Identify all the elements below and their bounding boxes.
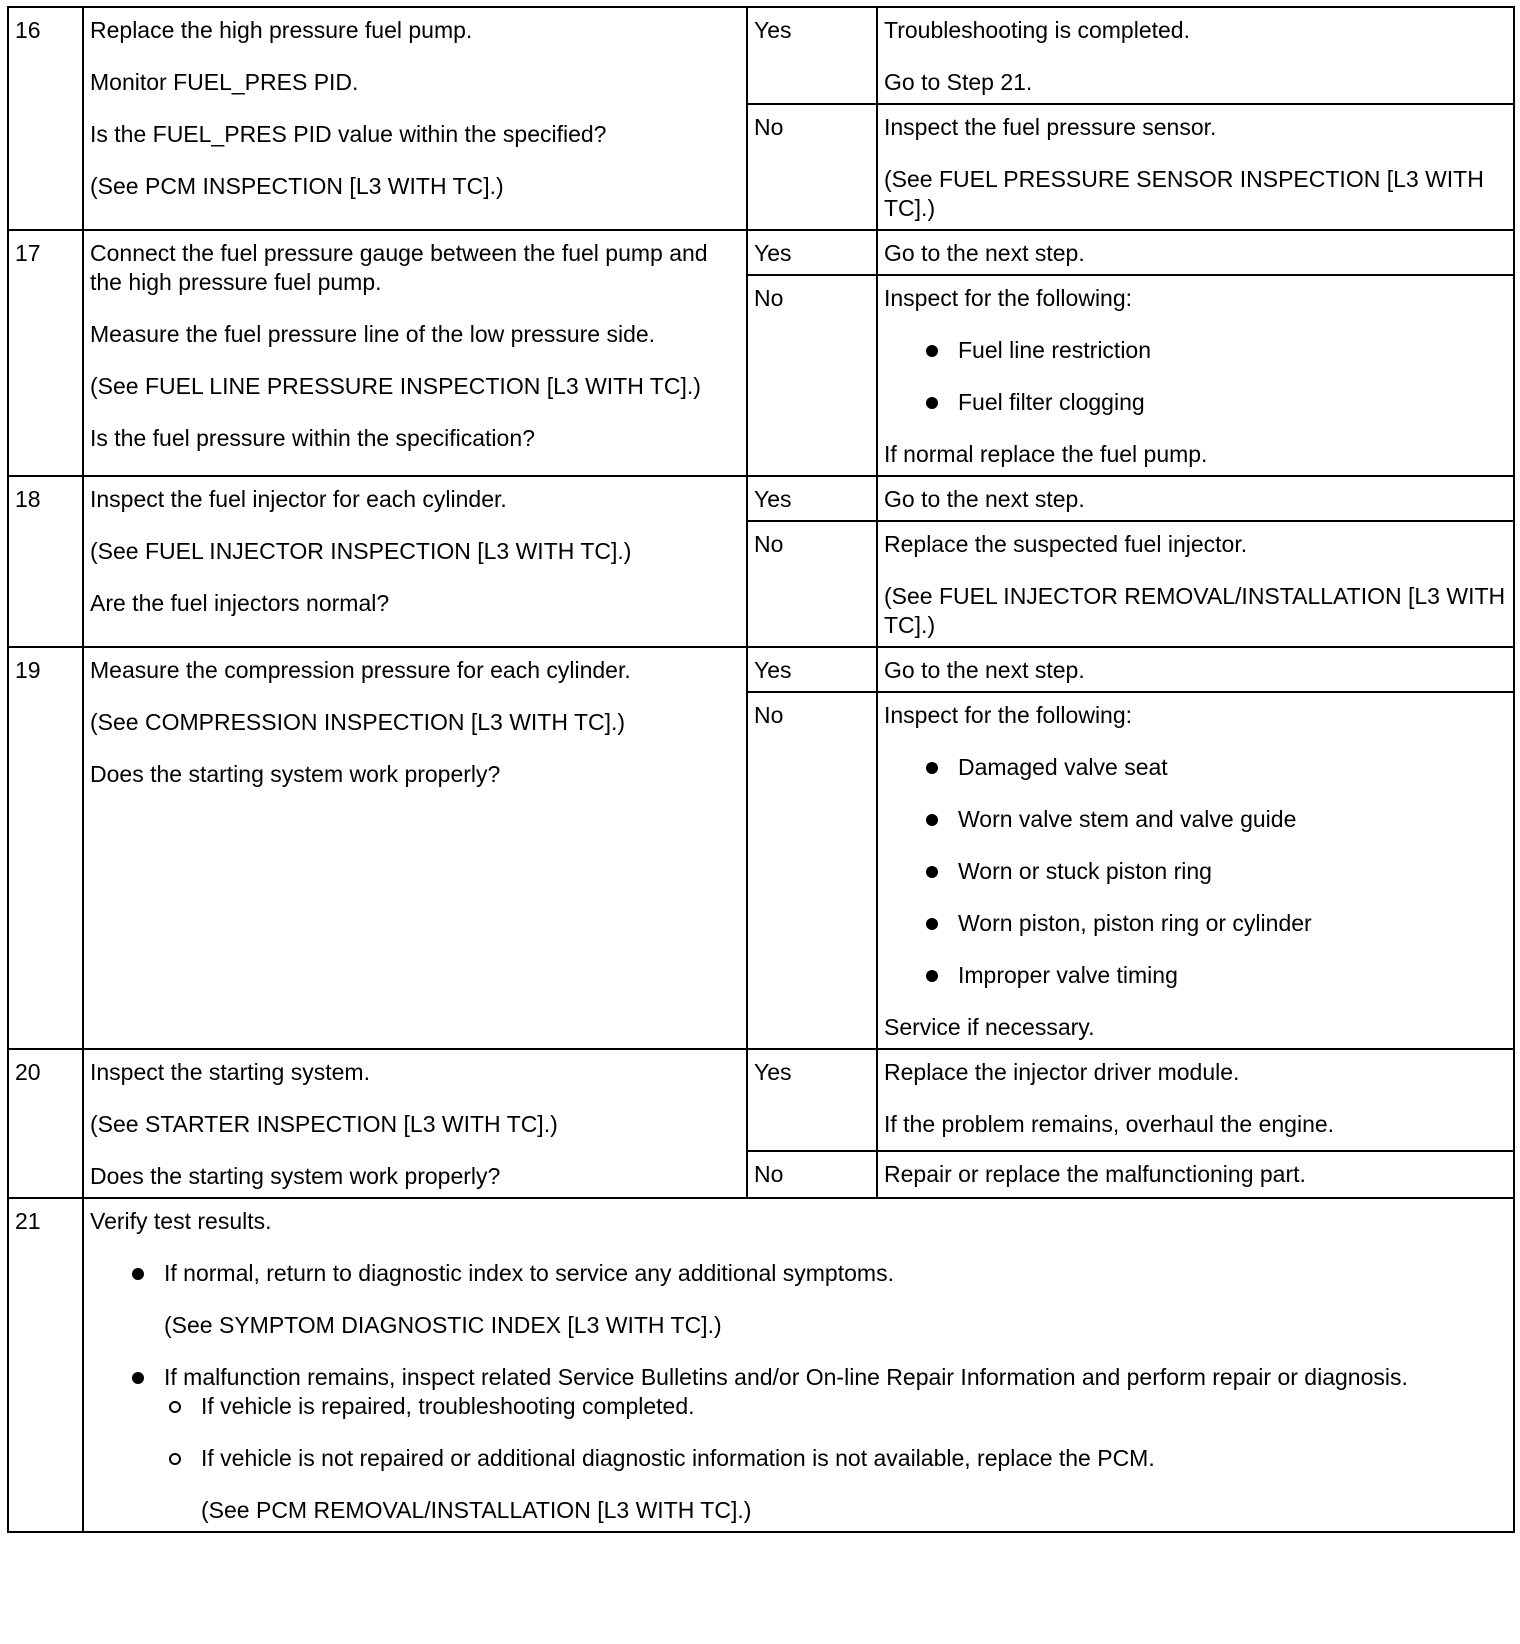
result-text: Inspect the fuel pressure sensor. — [884, 114, 1217, 140]
action-reference: (See FUEL INJECTOR INSPECTION [L3 WITH TC].) — [90, 538, 632, 564]
yes-result — [877, 476, 1514, 521]
yes-label: Yes — [747, 7, 877, 104]
step-number: 19 — [8, 647, 83, 1049]
no-label: No — [747, 104, 877, 230]
sub-list-item — [165, 1392, 1507, 1421]
step-action — [83, 647, 747, 1049]
yes-label: Yes — [747, 1049, 877, 1151]
step-number: 21 — [8, 1198, 83, 1532]
no-label: No — [747, 521, 877, 647]
result-text: Inspect for the following: — [884, 285, 1133, 311]
list-item: Damaged valve seat — [922, 753, 1507, 782]
yes-result — [877, 1049, 1514, 1151]
result-text: Go to the next step. — [884, 486, 1085, 512]
no-result — [877, 1151, 1514, 1198]
action-text: Inspect the fuel injector for each cylinder. — [90, 486, 507, 512]
action-text: Is the fuel pressure within the specification? — [90, 425, 535, 451]
no-result — [877, 521, 1514, 647]
action-text: Connect the fuel pressure gauge between the fuel pump and the high pressure fuel pump. — [90, 240, 708, 295]
result-text: Service if necessary. — [884, 1014, 1095, 1040]
result-reference: (See FUEL INJECTOR REMOVAL/INSTALLATION [L3 WITH TC].) — [884, 583, 1506, 638]
no-label: No — [747, 692, 877, 1049]
no-label: No — [747, 275, 877, 476]
action-text: Verify test results. — [90, 1208, 272, 1234]
step-action — [83, 7, 747, 230]
step-number: 17 — [8, 230, 83, 476]
sub-list-item-text: If vehicle is repaired, troubleshooting completed. — [201, 1393, 695, 1419]
action-text: Monitor FUEL_PRES PID. — [90, 69, 359, 95]
inspection-list — [884, 753, 1507, 990]
step-18-yes-row — [8, 476, 1514, 521]
step-16-yes-row — [8, 7, 1514, 104]
sub-list-item-reference: (See PCM REMOVAL/INSTALLATION [L3 WITH TC].) — [201, 1497, 752, 1523]
list-item — [128, 1363, 1507, 1392]
list-item-reference: (See SYMPTOM DIAGNOSTIC INDEX [L3 WITH TC].) — [164, 1312, 722, 1338]
action-text: Are the fuel injectors normal? — [90, 590, 390, 616]
result-text: Go to Step 21. — [884, 69, 1033, 95]
action-reference: (See FUEL LINE PRESSURE INSPECTION [L3 WITH TC].) — [90, 373, 701, 399]
yes-result — [877, 647, 1514, 692]
step-action — [83, 230, 747, 476]
step-17-yes-row — [8, 230, 1514, 275]
action-reference: (See COMPRESSION INSPECTION [L3 WITH TC].) — [90, 709, 626, 735]
list-item: Worn piston, piston ring or cylinder — [922, 909, 1507, 938]
step-action — [83, 1198, 1514, 1532]
yes-label: Yes — [747, 647, 877, 692]
result-text: Replace the suspected fuel injector. — [884, 531, 1248, 557]
action-text: Does the starting system work properly? — [90, 1163, 501, 1189]
action-text: Replace the high pressure fuel pump. — [90, 17, 473, 43]
inspection-list — [884, 336, 1507, 417]
yes-result — [877, 230, 1514, 275]
list-item — [128, 1259, 1507, 1340]
yes-label: Yes — [747, 230, 877, 275]
result-text: Repair or replace the malfunctioning part. — [884, 1160, 1306, 1187]
step-action — [83, 476, 747, 647]
no-result — [877, 104, 1514, 230]
step-number: 18 — [8, 476, 83, 647]
action-reference: (See PCM INSPECTION [L3 WITH TC].) — [90, 173, 504, 199]
step-20-yes-row — [8, 1049, 1514, 1151]
result-text: If the problem remains, overhaul the engine. — [884, 1111, 1335, 1137]
step-number: 20 — [8, 1049, 83, 1198]
result-text: Go to the next step. — [884, 657, 1085, 683]
result-reference: (See FUEL PRESSURE SENSOR INSPECTION [L3 WITH TC].) — [884, 166, 1484, 221]
list-item: Worn or stuck piston ring — [922, 857, 1507, 886]
result-text: If normal replace the fuel pump. — [884, 441, 1208, 467]
yes-result — [877, 7, 1514, 104]
list-item: Improper valve timing — [922, 961, 1507, 990]
step-action — [83, 1049, 747, 1198]
no-result — [877, 692, 1514, 1049]
action-text: Measure the compression pressure for each cylinder. — [90, 657, 631, 683]
yes-label: Yes — [747, 476, 877, 521]
step-number: 16 — [8, 7, 83, 230]
no-label: No — [747, 1151, 877, 1198]
sub-list-item — [165, 1444, 1507, 1525]
action-text: Is the FUEL_PRES PID value within the specified? — [90, 121, 607, 147]
verification-list — [90, 1259, 1507, 1392]
step-21-row — [8, 1198, 1514, 1532]
list-item-text: If normal, return to diagnostic index to service any additional symptoms. — [164, 1260, 894, 1286]
sub-list — [90, 1392, 1507, 1525]
troubleshooting-table — [7, 6, 1515, 1533]
action-text: Measure the fuel pressure line of the low pressure side. — [90, 321, 656, 347]
result-text: Go to the next step. — [884, 240, 1085, 266]
result-text: Inspect for the following: — [884, 702, 1133, 728]
list-item: Fuel filter clogging — [922, 388, 1507, 417]
no-result — [877, 275, 1514, 476]
action-text: Does the starting system work properly? — [90, 761, 501, 787]
sub-list-item-text: If vehicle is not repaired or additional diagnostic information is not available, replace the PCM. — [201, 1445, 1155, 1471]
list-item-text: If malfunction remains, inspect related Service Bulletins and/or On-line Repair Information and perform repair or diagnosis. — [164, 1364, 1408, 1390]
result-text: Troubleshooting is completed. — [884, 17, 1190, 43]
step-19-yes-row — [8, 647, 1514, 692]
result-text: Replace the injector driver module. — [884, 1059, 1240, 1085]
action-text: Inspect the starting system. — [90, 1059, 370, 1085]
list-item: Fuel line restriction — [922, 336, 1507, 365]
list-item: Worn valve stem and valve guide — [922, 805, 1507, 834]
action-reference: (See STARTER INSPECTION [L3 WITH TC].) — [90, 1111, 558, 1137]
